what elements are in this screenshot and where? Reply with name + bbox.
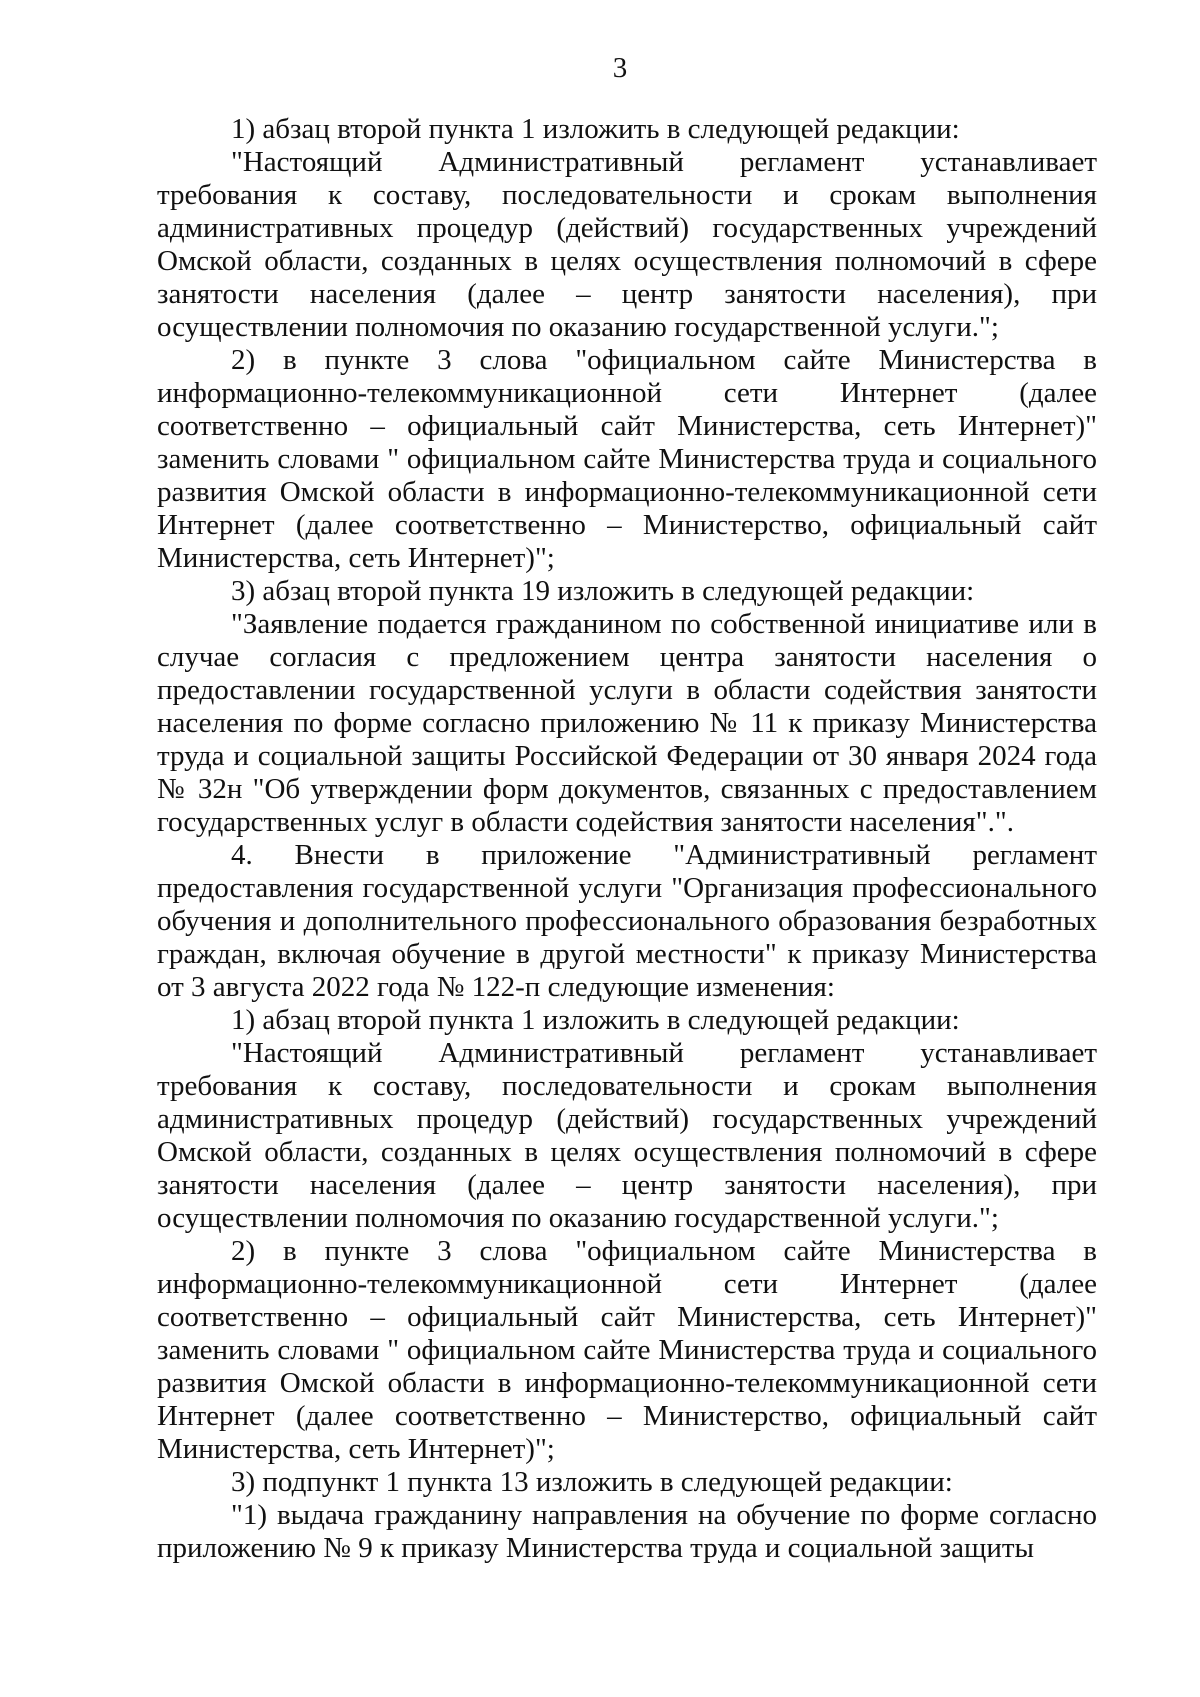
paragraph: 1) абзац второй пункта 1 изложить в следующей редакции: bbox=[231, 113, 960, 145]
paragraph: "Заявление подается гражданином по собственной инициативе или в случае согласия с предложением центра занятости населения о предоставлении государственной услуги в области содействия занятости населения по форме согласно приложению № 11 к приказу Министерства труда и социальной защиты Российской Федерации от 30 января 2024 года № 32н "Об утверждении форм документов, связанных с предоставлением государственных услуг в области содействия занятости населения".". bbox=[157, 608, 1097, 838]
paragraph: "Настоящий Административный регламент устанавливает требования к составу, последовательности и срокам выполнения административных процедур (действий) государственных учреждений Омской области, созданных в целях осуществления полномочий в сфере занятости населения (далее – центр занятости населения), при осуществлении полномочия по оказанию государственной услуги."; bbox=[157, 1037, 1097, 1234]
paragraph: "Настоящий Административный регламент устанавливает требования к составу, последовательности и срокам выполнения административных процедур (действий) государственных учреждений Омской области, созданных в целях осуществления полномочий в сфере занятости населения (далее – центр занятости населения), при осуществлении полномочия по оказанию государственной услуги."; bbox=[157, 146, 1097, 343]
paragraph: "1) выдача гражданину направления на обучение по форме согласно приложению № 9 к приказу Министерства труда и социальной защиты bbox=[157, 1499, 1097, 1564]
paragraph: 1) абзац второй пункта 1 изложить в следующей редакции: bbox=[231, 1004, 960, 1036]
paragraph: 3) подпункт 1 пункта 13 изложить в следующей редакции: bbox=[231, 1466, 953, 1498]
paragraph: 4. Внести в приложение "Административный регламент предоставления государственной услуги "Организация профессионального обучения и дополнительного профессионального образования безработных граждан, включая обучение в другой местности" к приказу Министерства от 3 августа 2022 года № 122-п следующие изменения: bbox=[157, 839, 1097, 1003]
paragraph: 3) абзац второй пункта 19 изложить в следующей редакции: bbox=[231, 575, 975, 607]
document-body bbox=[157, 113, 1097, 1565]
paragraph: 2) в пункте 3 слова "официальном сайте Министерства в информационно-телекоммуникационной сети Интернет (далее соответственно – официальный сайт Министерства, сеть Интернет)" заменить словами " официальном сайте Министерства труда и социального развития Омской области в информационно-телекоммуникационной сети Интернет (далее соответственно – Министерство, официальный сайт Министерства, сеть Интернет)"; bbox=[157, 344, 1097, 574]
page-number: 3 bbox=[612, 52, 628, 84]
paragraph: 2) в пункте 3 слова "официальном сайте Министерства в информационно-телекоммуникационной сети Интернет (далее соответственно – официальный сайт Министерства, сеть Интернет)" заменить словами " официальном сайте Министерства труда и социального развития Омской области в информационно-телекоммуникационной сети Интернет (далее соответственно – Министерство, официальный сайт Министерства, сеть Интернет)"; bbox=[157, 1235, 1097, 1465]
